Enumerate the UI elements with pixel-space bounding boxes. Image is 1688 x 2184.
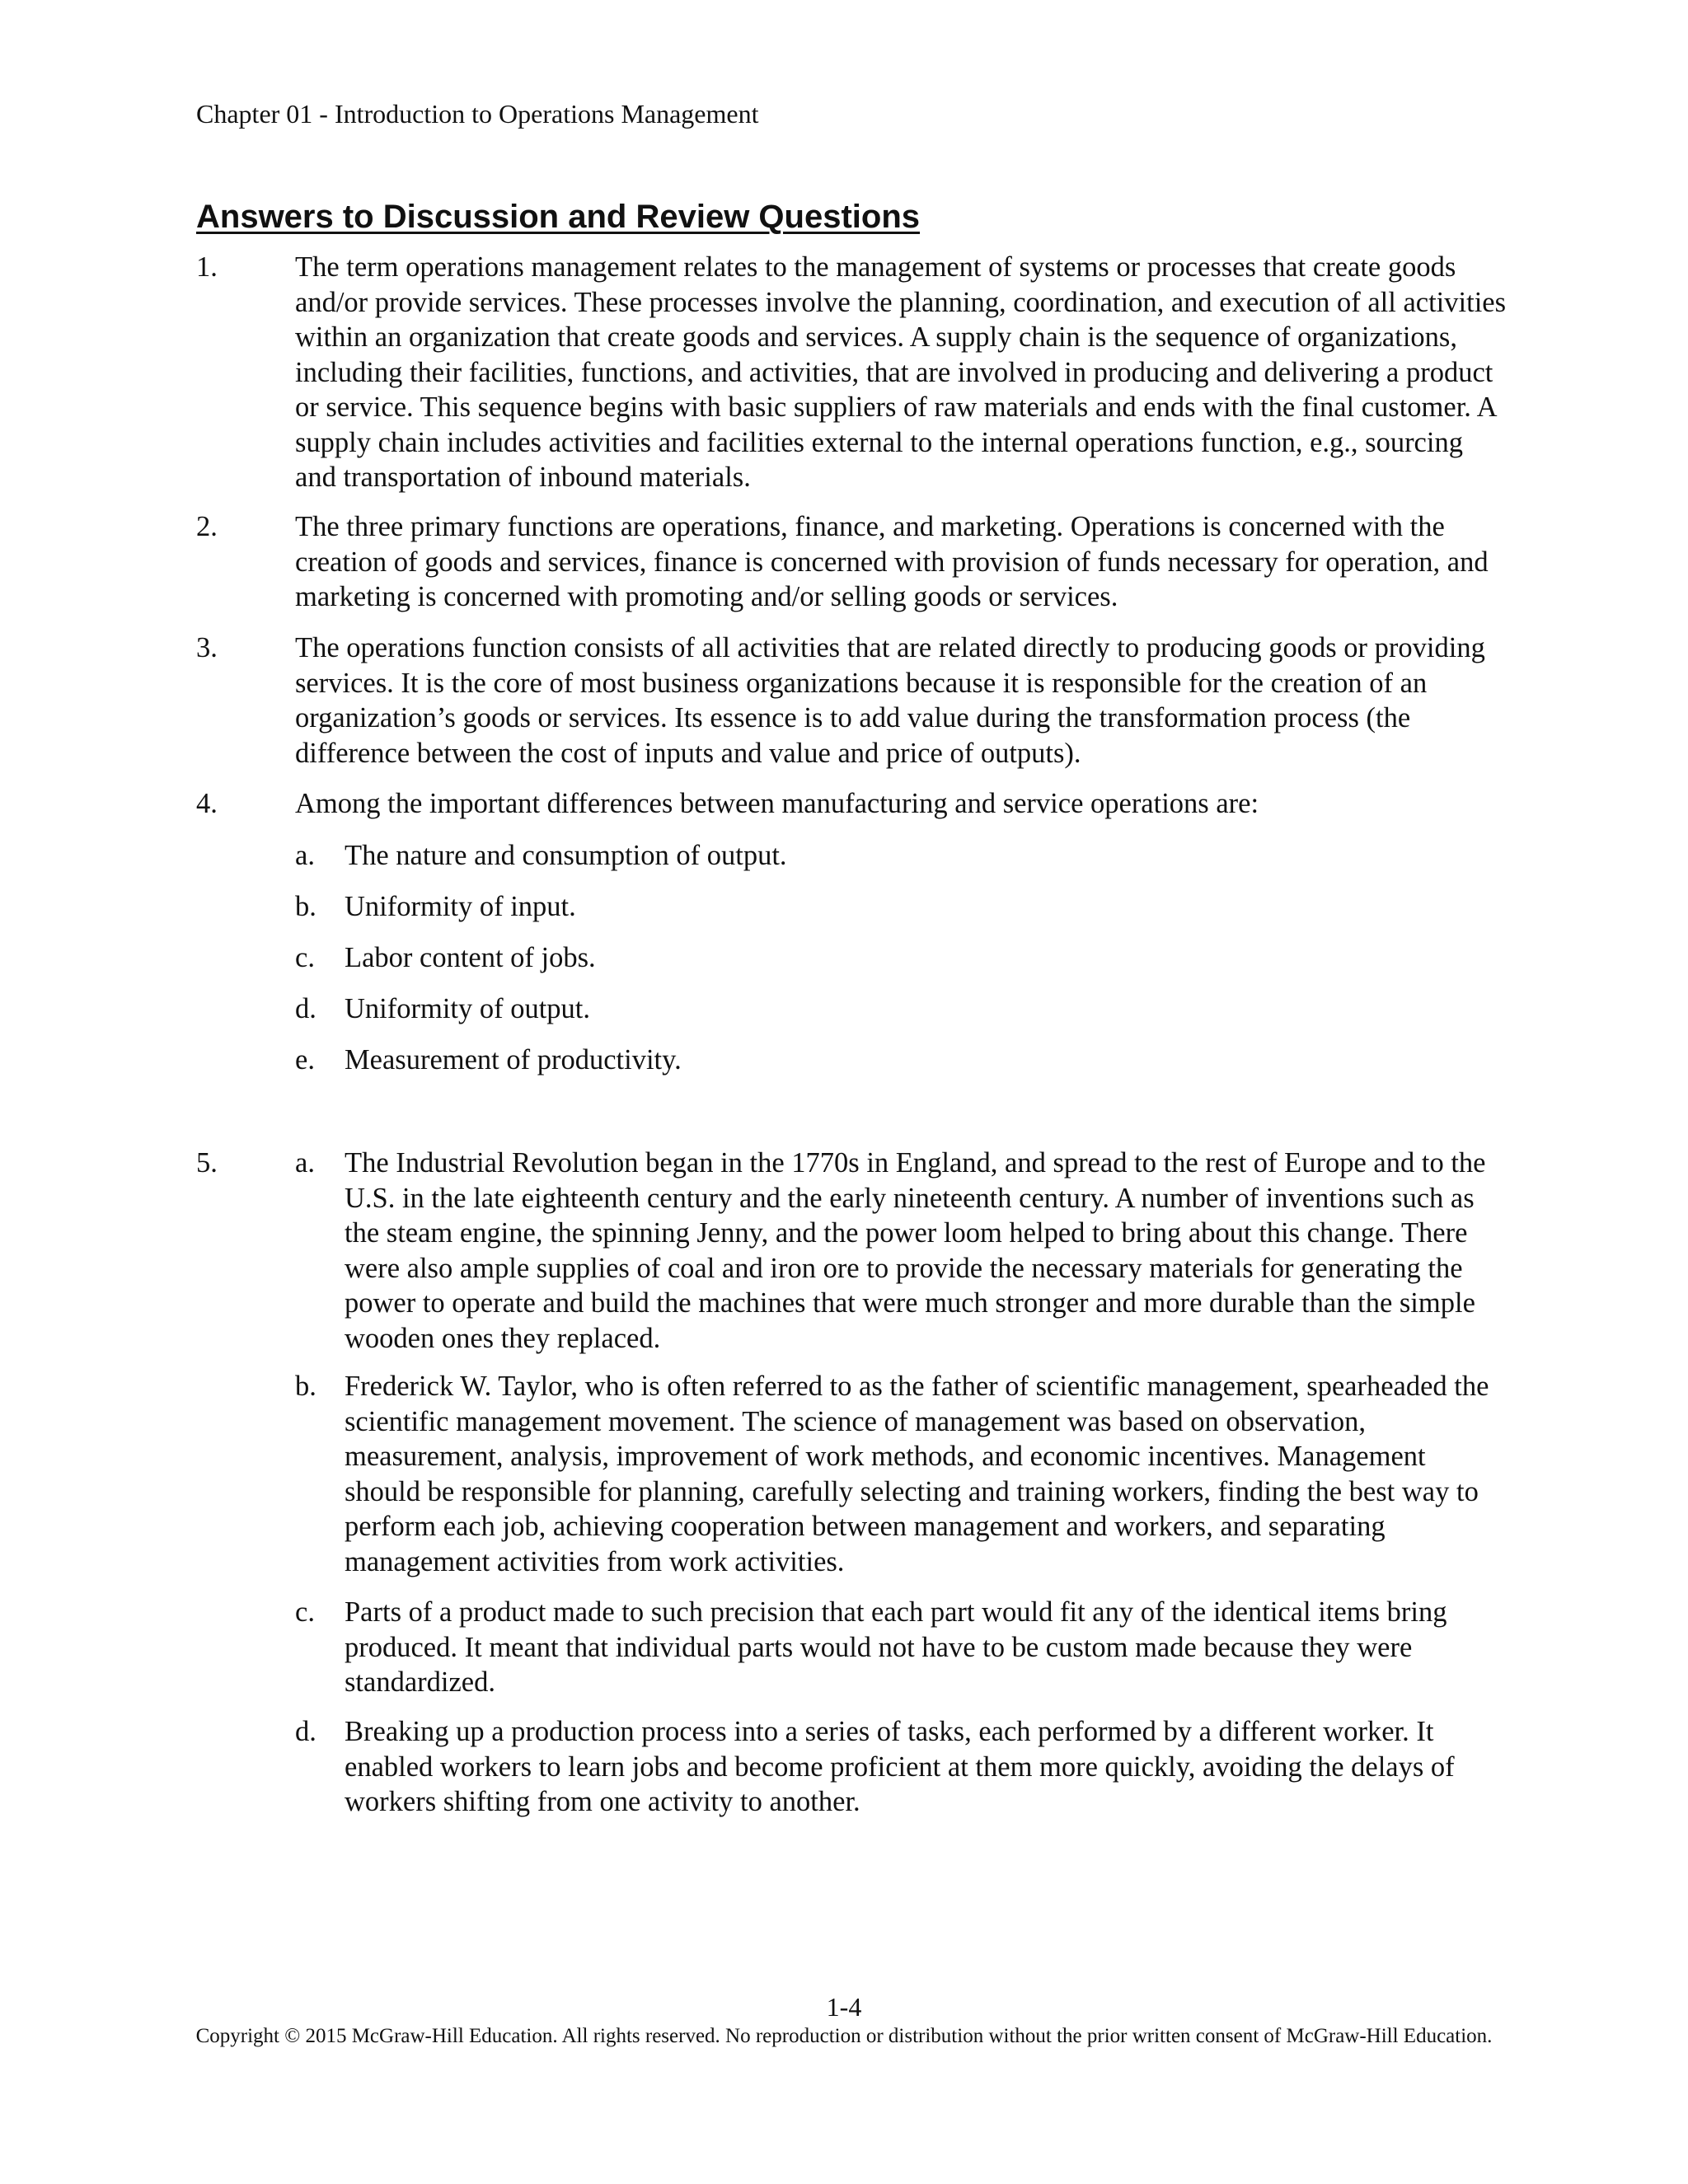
item-text: The nature and consumption of output. [345, 840, 787, 871]
list-item [295, 1146, 1507, 1356]
item-letter: c. [295, 942, 315, 973]
question-3 [196, 630, 1507, 771]
item-letter: d. [295, 1716, 316, 1747]
item-letter: c. [295, 1596, 315, 1628]
item-letter: b. [295, 891, 316, 922]
question-text: The three primary functions are operations, finance, and marketing. Operations is concerned with the creation of goods and services, finance is concerned with provision of funds necessary for operation, and marketing is concerned with promoting and/or selling goods or services. [295, 511, 1489, 612]
question-number: 5. [196, 1147, 218, 1179]
list-item [295, 838, 1507, 874]
item-text: Uniformity of input. [345, 891, 576, 922]
item-text: The Industrial Revolution began in the 1770s in England, and spread to the rest of Europe and to the U.S. in the late eighteenth century and the early nineteenth century. A number of inventions such as the steam engine, the spinning Jenny, and the power loom helped to bring about this change. There were also ample supplies of coal and iron ore to provide the necessary materials for generating the power to operate and build the machines that were much stronger and more durable than the simple wooden ones they replaced. [345, 1147, 1486, 1354]
item-letter: a. [295, 840, 315, 871]
question-number: 1. [196, 251, 218, 283]
list-item [295, 940, 1507, 976]
question-2 [196, 509, 1507, 615]
page-number: 1-4 [826, 1992, 862, 2022]
question-number: 4. [196, 788, 218, 819]
item-text: Measurement of productivity. [345, 1044, 682, 1076]
section-title: Answers to Discussion and Review Questions [196, 199, 921, 235]
item-text: Labor content of jobs. [345, 942, 596, 973]
question-text: The term operations management relates to the management of systems or processes that create goods and/or provide services. These processes involve the planning, coordination, and execution of all activities within an organization that create goods and services. A supply chain is the sequence of organizations, including their facilities, functions, and activities, that are involved in producing and delivering a product or service. This sequence begins with basic suppliers of raw materials and ends with the final customer. A supply chain includes activities and facilities external to the internal operations function, e.g., sourcing and transportation of inbound materials. [295, 251, 1507, 493]
list-item [295, 889, 1507, 925]
question-number: 2. [196, 511, 218, 542]
item-text: Frederick W. Taylor, who is often referred to as the father of scientific management, spearheaded the scientific management movement. The science of management was based on observation, measurement, analysis, improvement of work methods, and economic incentives. Management should be responsible for planning, carefully selecting and training workers, finding the best way to perform each job, achieving cooperation between management and workers, and separating management activities from work activities. [345, 1371, 1489, 1577]
item-letter: a. [295, 1147, 315, 1179]
question-text: Among the important differences between manufacturing and service operations are: [295, 788, 1259, 819]
list-item [295, 1595, 1507, 1700]
list-item [295, 1043, 1507, 1078]
item-letter: e. [295, 1044, 315, 1076]
item-letter: d. [295, 993, 316, 1024]
list-item [295, 991, 1507, 1027]
question-4 [196, 786, 1507, 822]
item-text: Uniformity of output. [345, 993, 591, 1024]
question-1 [196, 250, 1507, 495]
item-text: Parts of a product made to such precision that each part would fit any of the identical items bring produced. It meant that individual parts would not have to be custom made because they were standardized. [345, 1596, 1447, 1698]
running-head: Chapter 01 - Introduction to Operations Management [196, 99, 759, 129]
item-letter: b. [295, 1371, 316, 1402]
question-text: The operations function consists of all activities that are related directly to producing goods or providing services. It is the core of most business organizations because it is responsible for the creation of an organization’s goods or services. Its essence is to add value during the transformation process (the difference between the cost of inputs and value and price of outputs). [295, 632, 1485, 769]
question-number: 3. [196, 632, 218, 663]
list-item [295, 1369, 1507, 1579]
item-text: Breaking up a production process into a series of tasks, each performed by a different worker. It enabled workers to learn jobs and become proficient at them more quickly, avoiding the delays of workers shifting from one activity to another. [345, 1716, 1455, 1817]
list-item [295, 1714, 1507, 1820]
copyright-notice: Copyright © 2015 McGraw-Hill Education. All rights reserved. No reproduction or distribution without the prior written consent of McGraw-Hill Education. [195, 2025, 1493, 2047]
